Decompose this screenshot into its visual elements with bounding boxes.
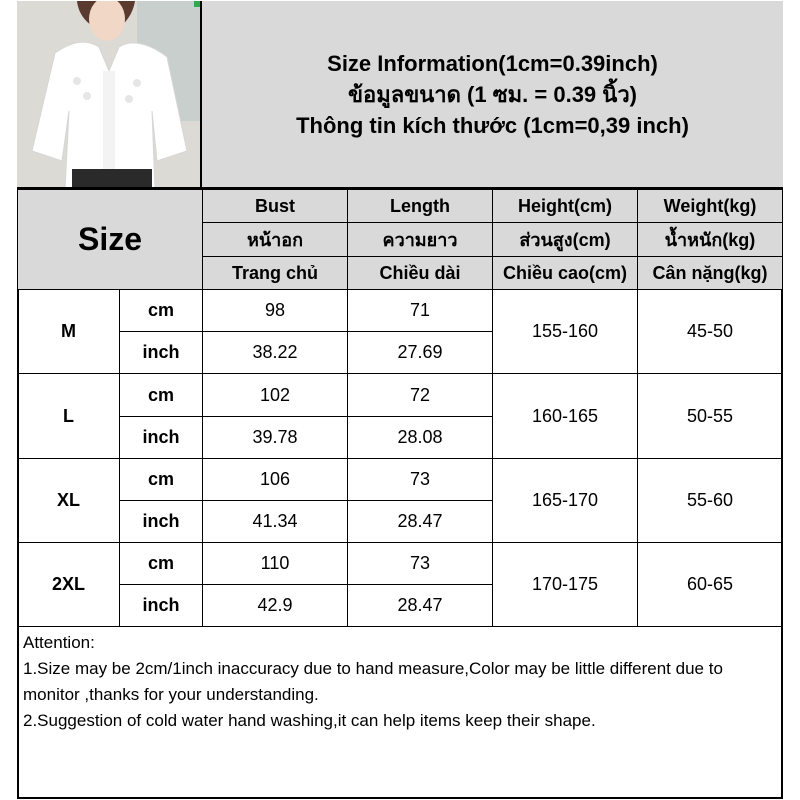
length-cm-value: 73 — [347, 542, 493, 585]
height-range-value: 170-175 — [492, 542, 638, 627]
size-label-m: M — [17, 289, 120, 374]
attention-note-2: 2.Suggestion of cold water hand washing,it can help items keep their shape. — [23, 711, 596, 730]
unit-cm-label: cm — [119, 289, 203, 332]
white-lace-blouse-photo-icon — [17, 1, 202, 189]
length-inch-value: 27.69 — [347, 331, 493, 374]
header-length-vi: Chiều dài — [347, 256, 493, 290]
unit-inch-label: inch — [119, 416, 203, 459]
corner-accent — [194, 1, 200, 7]
header-bust-vi: Trang chủ — [202, 256, 348, 290]
size-label-l: L — [17, 373, 120, 459]
header-weight-th: น้ำหนัก(kg) — [637, 222, 783, 257]
unit-cm-label: cm — [119, 458, 203, 501]
length-inch-value: 28.08 — [347, 416, 493, 459]
title-line-english: Size Information(1cm=0.39inch) — [327, 50, 658, 76]
length-inch-value: 28.47 — [347, 584, 493, 627]
bust-inch-value: 41.34 — [202, 500, 348, 543]
height-range-value: 165-170 — [492, 458, 638, 543]
header-bust-th: หน้าอก — [202, 222, 348, 257]
length-cm-value: 72 — [347, 373, 493, 417]
unit-cm-label: cm — [119, 542, 203, 585]
bust-inch-value: 42.9 — [202, 584, 348, 627]
bust-inch-value: 38.22 — [202, 331, 348, 374]
header-weight-vi: Cân nặng(kg) — [637, 256, 783, 290]
bust-cm-value: 106 — [202, 458, 348, 501]
size-header: Size — [17, 189, 203, 290]
header-weight-en: Weight(kg) — [637, 189, 783, 223]
header-height-en: Height(cm) — [492, 189, 638, 223]
length-cm-value: 73 — [347, 458, 493, 501]
bust-cm-value: 98 — [202, 289, 348, 332]
bust-inch-value: 39.78 — [202, 416, 348, 459]
weight-range-value: 45-50 — [637, 289, 783, 374]
bust-cm-value: 102 — [202, 373, 348, 417]
length-inch-value: 28.47 — [347, 500, 493, 543]
unit-inch-label: inch — [119, 500, 203, 543]
title-line-vietnamese: Thông tin kích thước (1cm=0,39 inch) — [296, 112, 689, 138]
header-height-vi: Chiều cao(cm) — [492, 256, 638, 290]
attention-heading: Attention: — [23, 633, 95, 652]
weight-range-value: 50-55 — [637, 373, 783, 459]
title-box — [202, 1, 783, 189]
header-length-en: Length — [347, 189, 493, 223]
bust-cm-value: 110 — [202, 542, 348, 585]
attention-note-1: 1.Size may be 2cm/1inch inaccuracy due to hand measure,Color may be little different due to monitor ,thanks for your understanding. — [23, 659, 723, 704]
weight-range-value: 55-60 — [637, 458, 783, 543]
size-label-2xl: 2XL — [17, 542, 120, 627]
header-bust-en: Bust — [202, 189, 348, 223]
unit-inch-label: inch — [119, 331, 203, 374]
size-label-xl: XL — [17, 458, 120, 543]
header-height-th: ส่วนสูง(cm) — [492, 222, 638, 257]
weight-range-value: 60-65 — [637, 542, 783, 627]
attention-notes — [17, 626, 783, 799]
unit-cm-label: cm — [119, 373, 203, 417]
product-photo — [17, 1, 202, 189]
unit-inch-label: inch — [119, 584, 203, 627]
height-range-value: 155-160 — [492, 289, 638, 374]
height-range-value: 160-165 — [492, 373, 638, 459]
title-line-thai: ข้อมูลขนาด (1 ซม. = 0.39 นิ้ว) — [347, 81, 637, 107]
length-cm-value: 71 — [347, 289, 493, 332]
header-length-th: ความยาว — [347, 222, 493, 257]
